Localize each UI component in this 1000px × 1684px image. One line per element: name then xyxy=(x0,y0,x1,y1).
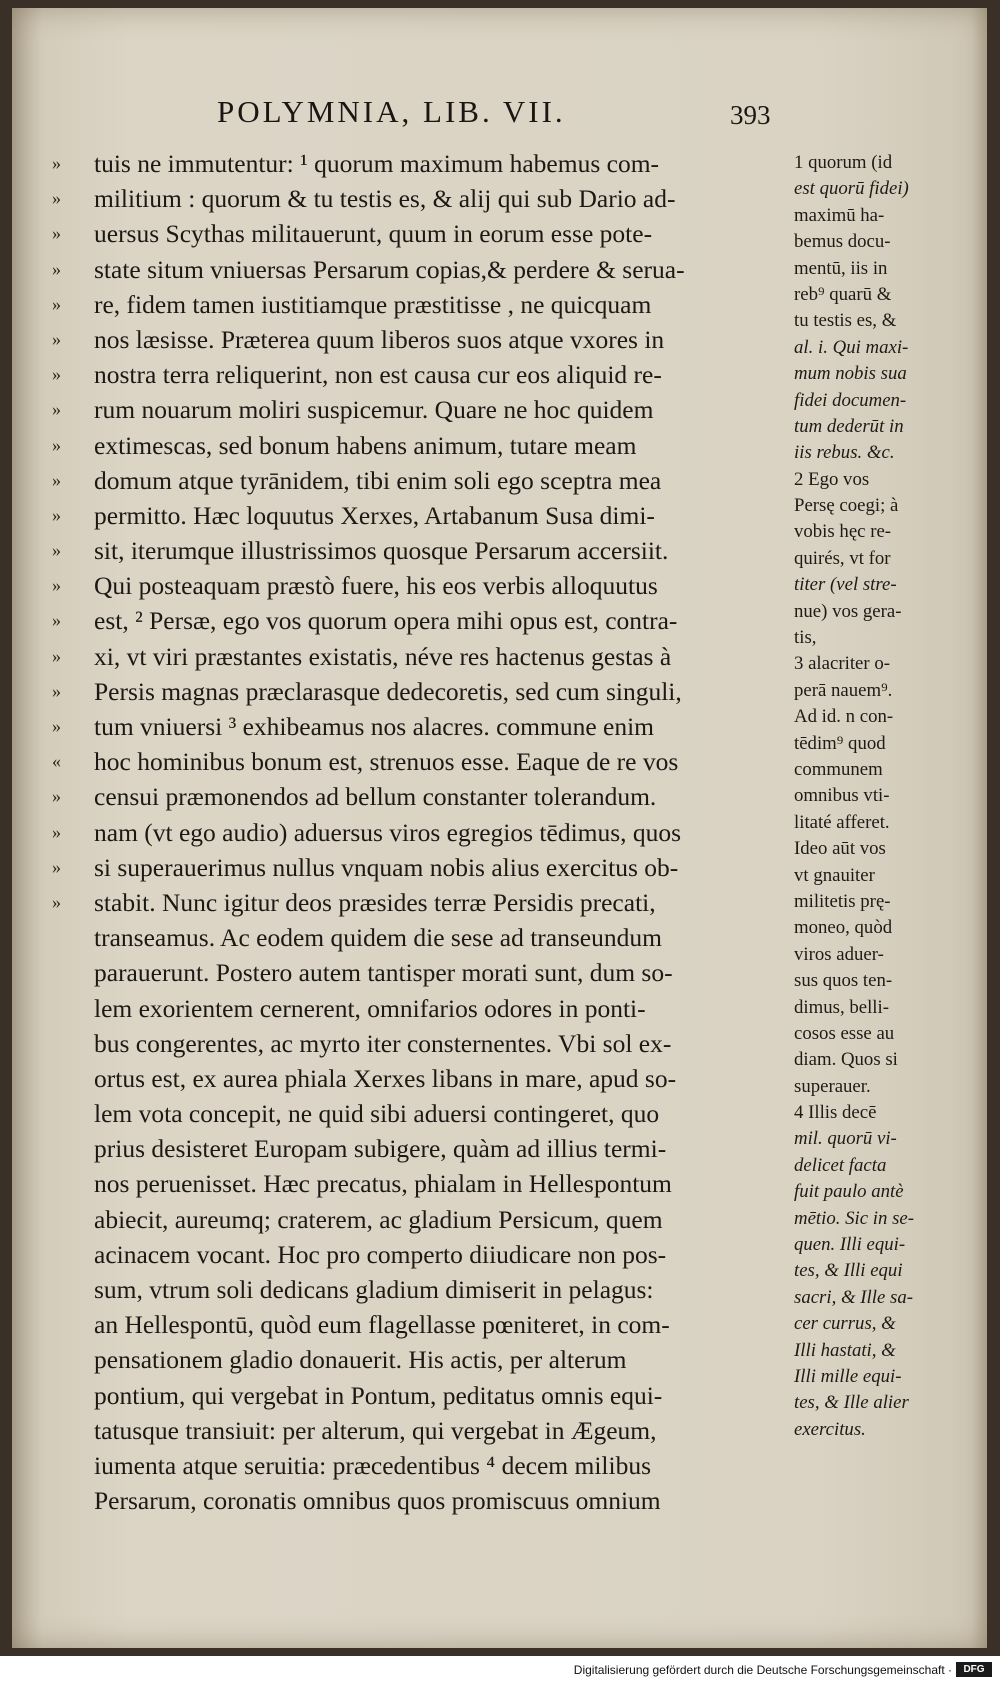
margin-note-line: sus quos ten- xyxy=(794,970,893,992)
text-line xyxy=(52,357,792,392)
margin-note-line: tēdim⁹ quod xyxy=(794,732,886,754)
line-text: lem exorientem cernerent, omnifarios odores in ponti- xyxy=(94,993,646,1023)
margin-note-line: viros aduer- xyxy=(794,943,884,965)
text-line xyxy=(52,1342,792,1377)
text-line xyxy=(52,287,792,322)
margin-note-line: cer currus, & xyxy=(794,1313,896,1335)
text-line xyxy=(52,498,792,533)
margin-note-line: superauer. xyxy=(794,1075,871,1097)
text-line xyxy=(52,1237,792,1272)
margin-note-line: Ad id. n con- xyxy=(794,706,894,728)
margin-note-line: Illi mille equi- xyxy=(794,1365,902,1387)
text-line xyxy=(52,709,792,744)
line-text: hoc hominibus bonum est, strenuos esse. Eaque de re vos xyxy=(94,747,679,777)
quotation-marker: » xyxy=(52,856,61,877)
line-text: uersus Scythas militauerunt, quum in eorum esse pote- xyxy=(94,219,653,249)
quotation-marker: » xyxy=(52,645,61,666)
quotation-marker: » xyxy=(52,786,61,807)
line-text: acinacem vocant. Hoc pro comperto diiudicare non pos- xyxy=(94,1239,667,1269)
main-text-block xyxy=(52,146,792,1518)
margin-note-line: est quorū fidei) xyxy=(794,178,909,200)
text-line xyxy=(52,850,792,885)
line-text: domum atque tyrānidem, tibi enim soli ego sceptra mea xyxy=(94,465,662,495)
page-header xyxy=(12,94,987,134)
text-line xyxy=(52,815,792,850)
line-text: est, ² Persæ, ego vos quorum opera mihi opus est, contra- xyxy=(94,606,678,636)
quotation-marker: » xyxy=(52,153,61,173)
margin-note-line: moneo, quòd xyxy=(794,917,893,939)
margin-note-line: tu testis es, & xyxy=(794,310,897,332)
quotation-marker: » xyxy=(52,540,61,561)
marginal-notes xyxy=(794,150,974,1443)
margin-note-line: tes, & Ille alier xyxy=(794,1392,909,1414)
margin-note-line: mil. quorū vi- xyxy=(794,1128,897,1150)
margin-note-line: 2 Ego vos xyxy=(794,468,870,490)
line-text: Persarum, coronatis omnibus quos promiscuus omnium xyxy=(94,1486,661,1516)
margin-note-line: nue) vos gera- xyxy=(794,600,902,622)
margin-note-line: exercitus. xyxy=(794,1418,866,1440)
line-text: permitto. Hæc loquutus Xerxes, Artabanum Susa dimi- xyxy=(94,500,655,530)
text-line xyxy=(52,322,792,357)
line-text: ortus est, ex aurea phiala Xerxes libans in mare, apud so- xyxy=(94,1063,677,1093)
line-text: prius desisteret Europam subigere, quàm ad illius termi- xyxy=(94,1134,667,1164)
text-line xyxy=(52,1131,792,1166)
running-title: POLYMNIA, LIB. VII. xyxy=(217,94,566,129)
text-line xyxy=(52,533,792,568)
text-line xyxy=(52,392,792,427)
line-text: stabit. Nunc igitur deos præsides terræ Persidis precati, xyxy=(94,887,656,917)
text-line xyxy=(52,1166,792,1201)
margin-note-line: tum dederūt in xyxy=(794,415,904,437)
line-text: extimescas, sed bonum habens animum, tutare meam xyxy=(94,430,637,460)
margin-note-line: omnibus vti- xyxy=(794,785,890,807)
text-line xyxy=(52,463,792,498)
margin-note-line: militetis prę- xyxy=(794,890,891,912)
text-line xyxy=(52,1026,792,1061)
margin-note-line: litaté afferet. xyxy=(794,811,890,833)
quotation-marker: » xyxy=(52,293,61,314)
text-line xyxy=(52,1378,792,1413)
quotation-marker: » xyxy=(52,188,61,209)
margin-note-line: diam. Quos si xyxy=(794,1049,898,1071)
quotation-marker: » xyxy=(52,328,61,349)
text-line xyxy=(52,1096,792,1131)
margin-note-line: mētio. Sic in se- xyxy=(794,1207,915,1229)
line-text: iumenta atque seruitia: præcedentibus ⁴ decem milibus xyxy=(94,1450,651,1480)
quotation-marker: » xyxy=(52,223,61,244)
margin-note-line: 3 alacriter o- xyxy=(794,653,890,675)
line-text: nostra terra reliquerint, non est causa cur eos aliquid re- xyxy=(94,360,662,390)
line-text: sit, iterumque illustrissimos quosque Persarum accersiit. xyxy=(94,536,669,566)
quotation-marker: » xyxy=(52,891,61,912)
margin-note-line: mum nobis sua xyxy=(794,363,907,385)
text-line xyxy=(52,568,792,603)
text-line xyxy=(52,744,792,779)
funding-credit: Digitalisierung gefördert durch die Deutsche Forschungsgemeinschaft · xyxy=(573,1663,952,1677)
quotation-marker: » xyxy=(52,504,61,525)
text-line xyxy=(52,146,792,181)
line-text: parauerunt. Postero autem tantisper morati sunt, dum so- xyxy=(94,958,673,988)
line-text: Persis magnas præclarasque dedecoretis, sed cum singuli, xyxy=(94,676,682,706)
text-line xyxy=(52,1272,792,1307)
text-line xyxy=(52,1483,792,1518)
margin-note-line: vobis hęc re- xyxy=(794,521,892,543)
margin-note-line: fuit paulo antè xyxy=(794,1181,904,1203)
line-text: lem vota concepit, ne quid sibi aduersi contingeret, quo xyxy=(94,1099,660,1129)
text-line xyxy=(52,216,792,251)
text-line xyxy=(52,1202,792,1237)
text-line xyxy=(52,1307,792,1342)
margin-note-line: maximū ha- xyxy=(794,204,885,226)
margin-note-line: quen. Illi equi- xyxy=(794,1234,906,1256)
line-text: censui præmonendos ad bellum constanter tolerandum. xyxy=(94,782,657,812)
line-text: nos peruenisset. Hæc precatus, phialam in Hellespontum xyxy=(94,1169,672,1199)
quotation-marker: « xyxy=(52,751,61,772)
margin-note-line: communem xyxy=(794,758,883,780)
line-text: xi, vt viri præstantes existatis, néve res hactenus gestas à xyxy=(94,641,672,671)
line-text: si superauerimus nullus vnquam nobis alius exercitus ob- xyxy=(94,852,679,882)
margin-note-line: quirés, vt for xyxy=(794,547,891,569)
line-text: sum, vtrum soli dedicans gladium dimiserit in pelagus: xyxy=(94,1275,654,1304)
line-text: rum nouarum moliri suspicemur. Quare ne hoc quidem xyxy=(94,395,654,425)
quotation-marker: » xyxy=(52,575,61,596)
margin-note-line: sacri, & Ille sa- xyxy=(794,1286,914,1308)
line-text: tuis ne immutentur: ¹ quorum maximum habemus com- xyxy=(94,149,660,178)
margin-note-line: dimus, belli- xyxy=(794,996,890,1018)
line-text: bus congerentes, ac myrto iter consternentes. Vbi sol ex- xyxy=(94,1028,672,1058)
margin-note-line: perā nauem⁹. xyxy=(794,679,893,701)
text-line xyxy=(52,1413,792,1448)
margin-note-line: fidei documen- xyxy=(794,389,907,411)
margin-note-line: iis rebus. &c. xyxy=(794,442,895,464)
text-line xyxy=(52,428,792,463)
line-text: pensationem gladio donauerit. His actis, per alterum xyxy=(94,1345,627,1375)
quotation-marker: » xyxy=(52,469,61,490)
margin-note-line: reb⁹ quarū & xyxy=(794,283,892,305)
line-text: nam (vt ego audio) aduersus viros egregios tēdimus, quos xyxy=(94,817,682,847)
text-line xyxy=(52,1061,792,1096)
line-text: re, fidem tamen iustitiamque præstitisse , ne quicquam xyxy=(94,289,652,319)
line-text: Qui posteaquam præstò fuere, his eos verbis alloquutus xyxy=(94,571,658,601)
margin-note-line: Persę coegi; à xyxy=(794,495,899,517)
text-line xyxy=(52,991,792,1026)
line-text: state situm vniuersas Persarum copias,& perdere & serua- xyxy=(94,254,685,284)
text-line xyxy=(52,252,792,287)
margin-note-line: cosos esse au xyxy=(794,1022,895,1044)
line-text: nos læsisse. Præterea quum liberos suos atque vxores in xyxy=(94,324,665,354)
quotation-marker: » xyxy=(52,680,61,701)
margin-note-line: delicet facta xyxy=(794,1154,887,1176)
quotation-marker: » xyxy=(52,716,61,736)
quotation-marker: » xyxy=(52,821,61,842)
margin-note-line: Ideo aūt vos xyxy=(794,838,886,860)
text-line xyxy=(52,674,792,709)
line-text: militium : quorum & tu testis es, & alij qui sub Dario ad- xyxy=(94,184,676,214)
text-line xyxy=(52,955,792,990)
page-number: 393 xyxy=(730,100,771,130)
margin-note-line: 4 Illis decē xyxy=(794,1102,877,1124)
quotation-marker: » xyxy=(52,364,61,385)
text-line xyxy=(52,885,792,920)
margin-note-line: tis, xyxy=(794,627,817,649)
margin-note-line: bemus docu- xyxy=(794,231,891,253)
margin-note-line: Illi hastati, & xyxy=(794,1339,896,1361)
text-line xyxy=(52,603,792,638)
line-text: tatusque transiuit: per alterum, qui vergebat in Ægeum, xyxy=(94,1415,657,1445)
text-line xyxy=(52,181,792,216)
text-line xyxy=(52,920,792,955)
margin-note-line: vt gnauiter xyxy=(794,864,875,886)
text-line xyxy=(52,779,792,814)
line-text: an Hellespontū, quòd eum flagellasse pœniteret, in com- xyxy=(94,1310,670,1340)
quotation-marker: » xyxy=(52,434,61,455)
quotation-marker: » xyxy=(52,258,61,279)
margin-note-line: 1 quorum (id xyxy=(794,152,893,173)
line-text: tum vniuersi ³ exhibeamus nos alacres. commune enim xyxy=(94,712,655,741)
text-line xyxy=(52,1448,792,1483)
line-text: pontium, qui vergebat in Pontum, peditatus omnis equi- xyxy=(94,1380,663,1410)
margin-note-line: tes, & Illi equi xyxy=(794,1260,903,1282)
line-text: transeamus. Ac eodem quidem die sese ad transeundum xyxy=(94,923,662,953)
dfg-logo: DFG xyxy=(956,1662,992,1677)
digitization-footer xyxy=(0,1658,1000,1684)
quotation-marker: » xyxy=(52,610,61,631)
quotation-marker: » xyxy=(52,399,61,420)
margin-note-line: titer (vel stre- xyxy=(794,574,897,596)
margin-note-line: mentū, iis in xyxy=(794,257,888,279)
margin-note-line: al. i. Qui maxi- xyxy=(794,336,909,358)
line-text: abiecit, aureumq; craterem, ac gladium Persicum, quem xyxy=(94,1204,663,1234)
book-page xyxy=(12,8,987,1648)
text-line xyxy=(52,639,792,674)
